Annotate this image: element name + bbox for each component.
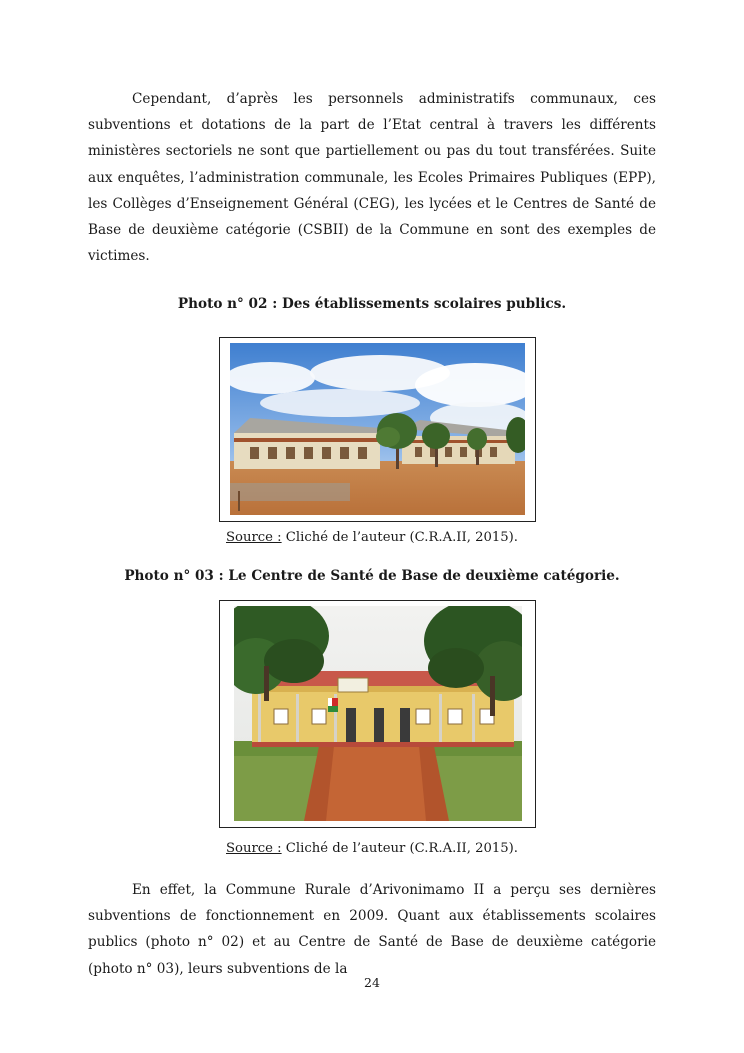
body-paragraph-1 xyxy=(88,86,656,269)
source-text: Cliché de l’auteur (C.R.A.II, 2015). xyxy=(281,530,518,545)
body-paragraph-2 xyxy=(88,877,656,982)
paragraph-text: En effet, la Commune Rurale d’Arivonimamo II a perçu ses dernières subventions de fonctionnement en 2009. Quant aux établissements scolaires publics (photo n° 02) et au Centre de Santé de Base de deuxième catégorie (photo n° 03), leurs subventions de la xyxy=(88,882,656,977)
page-number: 24 xyxy=(364,975,380,990)
photo-03-source xyxy=(0,841,744,856)
school-buildings-photo xyxy=(230,343,525,515)
photo-02-frame xyxy=(219,337,536,522)
health-center-photo xyxy=(234,606,522,821)
photo-02-caption: Photo n° 02 : Des établissements scolaires publics. xyxy=(177,296,567,312)
photo-02-source xyxy=(0,530,744,545)
source-text: Cliché de l’auteur (C.R.A.II, 2015). xyxy=(281,841,518,856)
source-label: Source : xyxy=(226,530,282,545)
photo-03-caption: Photo n° 03 : Le Centre de Santé de Base de deuxième catégorie. xyxy=(124,568,620,584)
source-label: Source : xyxy=(226,841,282,856)
photo-03-frame xyxy=(219,600,536,828)
paragraph-text: Cependant, d’après les personnels administratifs communaux, ces subventions et dotations de la part de l’Etat central à travers les différents ministères sectoriels ne sont que partiellement ou pas du tout transférées. Suite aux enquêtes, l’administration communale, les Ecoles Primaires Publiques (EPP), les Collèges d’Enseignement Général (CEG), les lycées et le Centres de Santé de Base de deuxième catégorie (CSBII) de la Commune en sont des exemples de victimes. xyxy=(88,91,656,265)
